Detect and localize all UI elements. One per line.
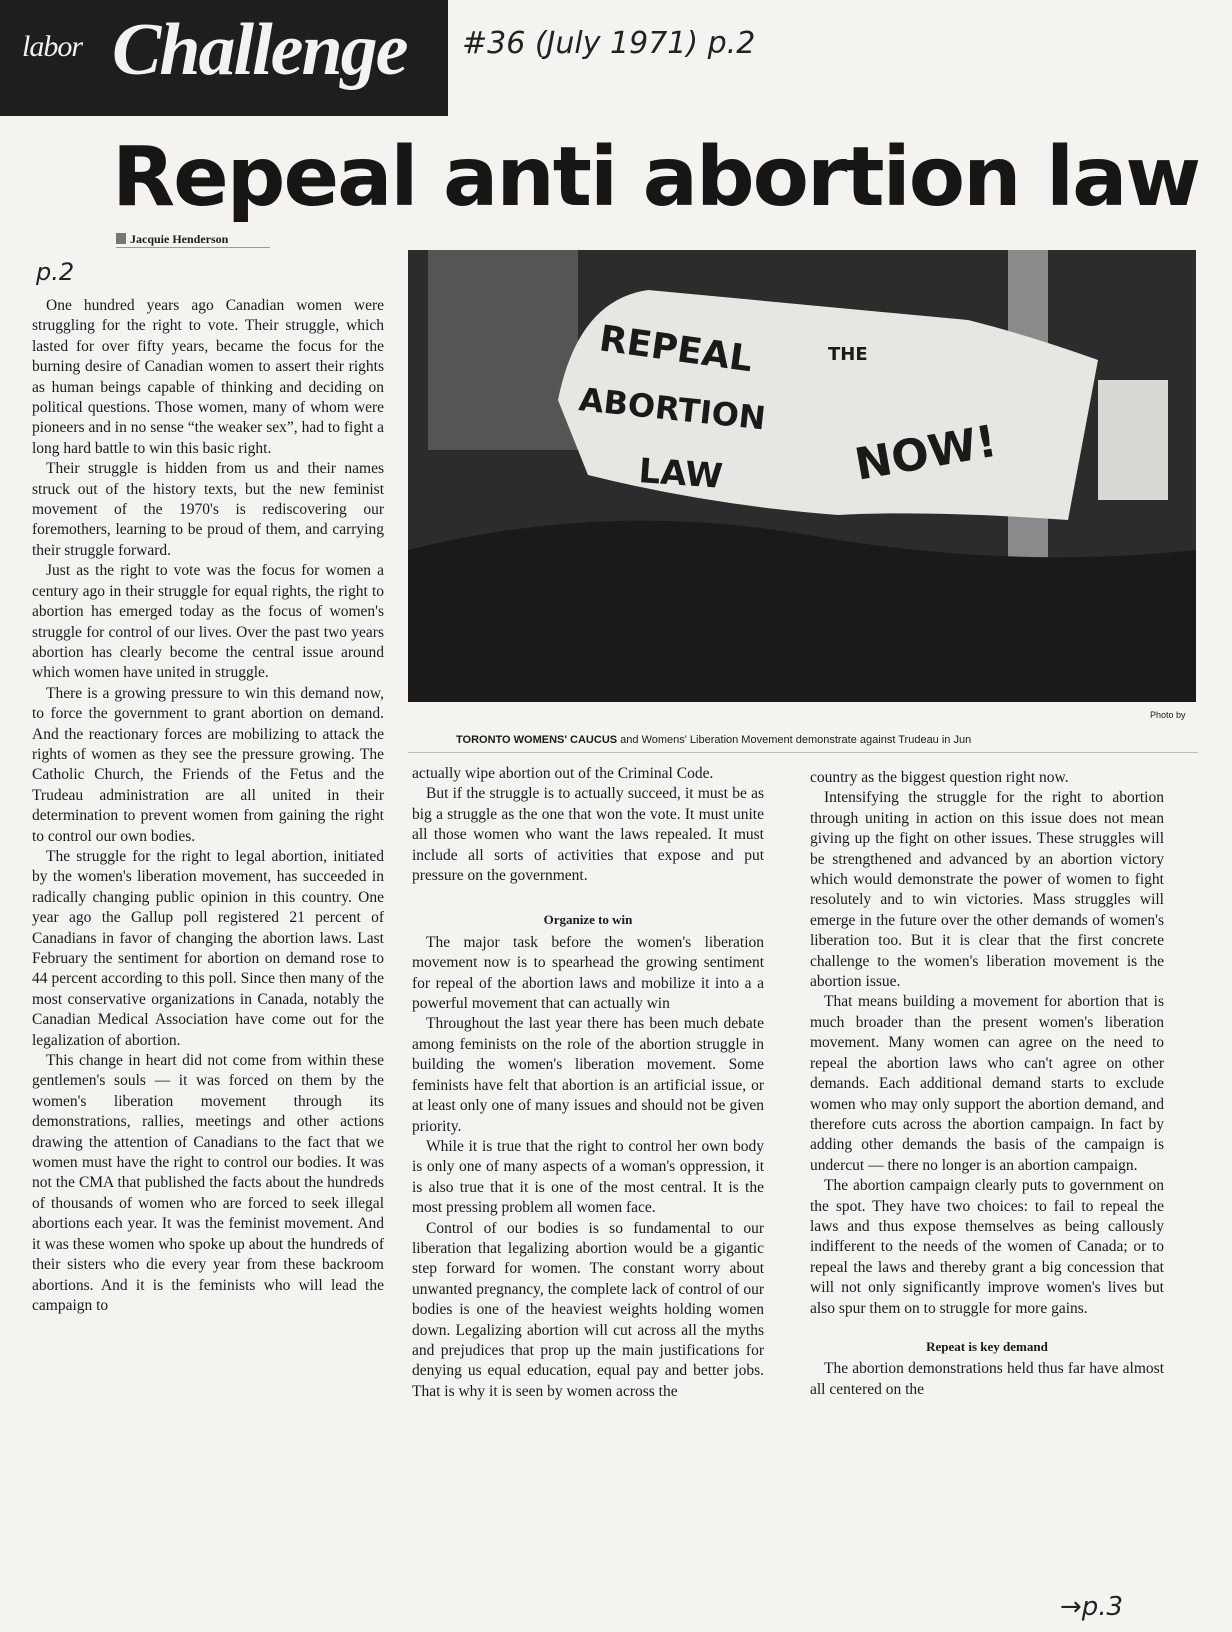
paragraph: country as the biggest question right now. bbox=[810, 769, 1069, 786]
demonstration-photo bbox=[408, 250, 1196, 702]
caption-bold: TORONTO WOMENS' CAUCUS bbox=[456, 734, 618, 746]
column-left bbox=[32, 296, 384, 1316]
paragraph: actually wipe abortion out of the Criminal Code. bbox=[412, 765, 714, 782]
paragraph: Their struggle is hidden from us and their names struck out of the history texts, but the new feminist movement of the 1970's is rediscovering our foremothers, learning to be proud of them, and carrying their struggle forward. bbox=[32, 460, 384, 559]
paragraph: While it is true that the right to control her own body is only one of many aspects of a woman's oppression, it is also true that it is one of the most central. It is the most pressing problem all women face. bbox=[412, 1137, 764, 1217]
paragraph: The major task before the women's liberation movement now is to spearhead the growing sentiment for repeal of the abortion laws and mobilize it into a a powerful movement that can actually win bbox=[412, 933, 764, 1013]
paragraph: There is a growing pressure to win this demand now, to force the government to grant abortion on demand. And the reactionary forces are mobilizing to attack the rights of women as they see the pressure growing. The Catholic Church, the Friends of the Fetus and the Trudeau administration are all united in their determination to prevent women from gaining the right to control our own bodies. bbox=[32, 684, 384, 845]
masthead-challenge: Challenge bbox=[112, 9, 407, 91]
handwritten-page-note: p.2 bbox=[36, 258, 75, 286]
column-middle bbox=[412, 764, 764, 1402]
column-right bbox=[810, 768, 1164, 1400]
handwritten-continued-note: →p.3 bbox=[1060, 1592, 1124, 1622]
paragraph: Just as the right to vote was the focus for women a century ago in their struggle for equal rights, the right to abortion has emerged today as the focus of women's struggle for control of our lives. Over the past two years abortion has clearly become the central issue around which women have united in struggle. bbox=[32, 562, 384, 682]
paragraph: One hundred years ago Canadian women were struggling for the right to vote. Their struggle, which lasted for over fifty years, became the focus for the burning desire of Canadian women to assert their rights as human beings capable of thinking and deciding on political questions. Those women, many of whom were pioneers and in no sense “the weaker sex”, had to fight a long hard battle to win this basic right. bbox=[32, 297, 384, 457]
paragraph: The abortion campaign clearly puts to government on the spot. They have two choices: to fail to repeal the laws and thus expose themselves as being callously indifferent to the needs of the women of Canada; or to repeal the laws and thereby grant a big concession that will not only significantly improve women's lives but also spur them on to struggle for more gains. bbox=[810, 1177, 1164, 1317]
paragraph: This change in heart did not come from within these gentlemen's souls — it was forced on them by the women's liberation movement through its demonstrations, rallies, meetings and other actions drawing the attention of Canadians to the fact that we women must have the right to control our bodies. It was not the CMA that published the facts about the hundreds of thousands of women who are forced to seek illegal abortions each year. It was the feminist movement. And it was these women who spoke up about the hundreds of their sisters who die every year from these backroom abortions. And it is the feminists who will lead the campaign to bbox=[32, 1052, 384, 1314]
masthead-logo bbox=[0, 0, 448, 116]
banner-text-the: THE bbox=[828, 344, 868, 365]
headline: Repeal anti abortion law bbox=[112, 130, 1200, 225]
photo-caption bbox=[456, 734, 971, 746]
banner-text-repeal: REPEAL bbox=[596, 318, 756, 381]
paragraph: But if the struggle is to actually succeed, it must be as big a struggle as the one that won the vote. It must unite all those women who want the laws repealed. It must include all sorts of activities that expose and put pressure on the government. bbox=[412, 785, 764, 885]
paragraph: Intensifying the struggle for the right to abortion through uniting in action on this issue does not mean giving up the fight on other issues. These struggles will be strengthened and advanced by an abortion victory which would demonstrate the power of women to fight resolutely and to win victories. Mass struggles will emerge in the future over the other demands of women's liberation too. But it is clear that the first concrete challenge to the women's liberation movement is the abortion issue. bbox=[810, 789, 1164, 991]
paragraph: Control of our bodies is so fundamental to our liberation that legalizing abortion would be a gigantic step forward for women. The constant worry about unwanted pregnancy, the complete lack of control of our bodies is one of the heaviest weights holding women down. Legalizing abortion will cut across all the myths and prejudices that prop up the main justifications for denying us equal education, equal pay and better jobs. That is why it is seen by women across the bbox=[412, 1219, 764, 1400]
paragraph: Throughout the last year there has been much debate among feminists on the role of the abortion struggle in building the women's liberation movement. Some feminists have felt that abortion is an artificial issue, or at least only one of many issues and should not be given priority. bbox=[412, 1015, 764, 1135]
caption-text: and Womens' Liberation Movement demonstrate against Trudeau in Jun bbox=[617, 734, 972, 746]
banner-text-abortion: ABORTION bbox=[577, 380, 768, 438]
photo-credit: Photo by bbox=[1150, 710, 1186, 720]
paragraph: The struggle for the right to legal abortion, initiated by the women's liberation movement, has succeeded in radically changing public opinion in this country. One year ago the Gallup poll registered 21 percent of Canadians in favor of changing the abortion laws. Last February the sentiment for abortion on demand rose to 44 percent according to this poll. Since then many of the most conservative organizations in Canada, notably the Canadian Medical Association have come out for the legalization of abortion. bbox=[32, 847, 384, 1049]
byline: Jacquie Henderson bbox=[116, 232, 270, 248]
caption-rule bbox=[408, 752, 1198, 753]
paragraph: The abortion demonstrations held thus far have almost all centered on the bbox=[810, 1360, 1164, 1398]
subheading-organize: Organize to win bbox=[543, 912, 633, 928]
banner-text-law: LAW bbox=[637, 451, 724, 497]
handwritten-issue-note: #36 (July 1971) p.2 bbox=[462, 26, 756, 61]
subheading-repeat: Repeat is key demand bbox=[926, 1338, 1048, 1354]
banner-text-now: NOW! bbox=[851, 415, 1001, 491]
paragraph: That means building a movement for abortion that is much broader than the present women's liberation movement. Many women can agree on the need to repeal the abortion laws who can't agree on other demands. Each additional demand starts to exclude women who may only support the abortion demand, and therefore cuts across the abortion campaign. In fact by adding other demands the basis of the campaign is undercut — there no longer is an abortion campaign. bbox=[810, 993, 1164, 1174]
masthead-labor: labor bbox=[22, 30, 83, 63]
